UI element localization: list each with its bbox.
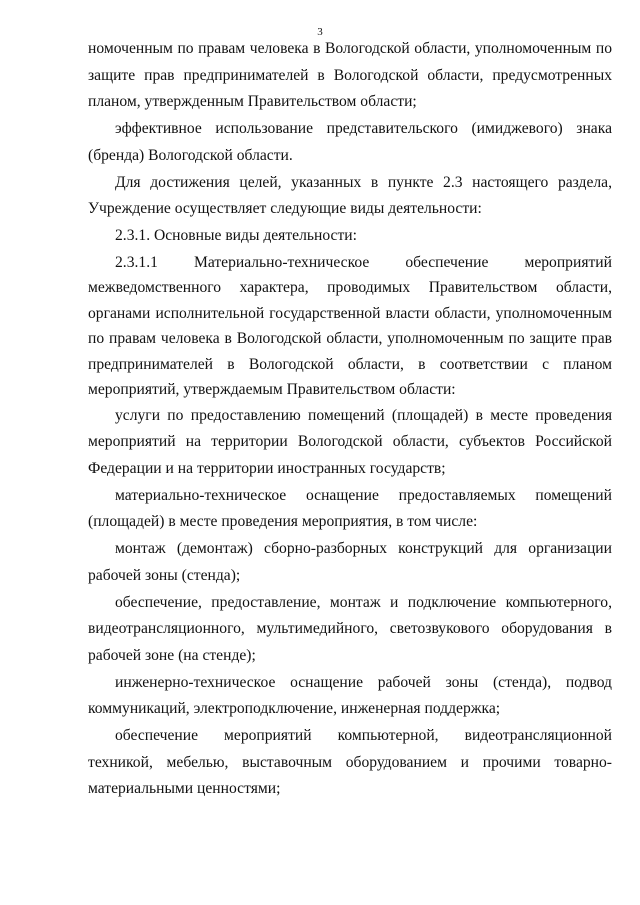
paragraph-brand: эффективное использование представительского (имиджевого) знака (бренда) Вологодской области. — [88, 120, 612, 164]
paragraph-main-activities-heading: 2.3.1. Основные виды деятельности: — [115, 226, 357, 244]
paragraph-equipment-provision: обеспечение, предоставление, монтаж и подключение компьютерного, видеотрансляционного, мультимедийного, светозвукового оборудования в рабочей зоне (на стенде); — [88, 593, 612, 664]
paragraph-event-support: обеспечение мероприятий компьютерной, видеотрансляционной техникой, мебелью, выставочным оборудованием и прочими товарно-материальными ценностями; — [88, 727, 612, 798]
page-number: 3 — [317, 26, 323, 38]
document-body — [88, 36, 612, 803]
paragraph-assembly: монтаж (демонтаж) сборно-разборных конструкций для организации рабочей зоны (стенда); — [88, 540, 612, 584]
paragraph-item-2-3-1-1: 2.3.1.1 Материально-техническое обеспечение мероприятий межведомственного характера, проводимых Правительством области, органами исполнительной государственной власти области, уполномоченным по правам человека в Вологодской области, уполномоченным по защите прав предпринимателей в Вологодской области, в соответствии с планом мероприятий, утверждаемым Правительством области: — [88, 253, 612, 399]
paragraph-technical-equipment: материально-техническое оснащение предоставляемых помещений (площадей) в месте проведения мероприятия, в том числе: — [88, 486, 612, 531]
paragraph-engineering: инженерно-техническое оснащение рабочей зоны (стенда), подвод коммуникаций, электроподключение, инженерная поддержка; — [88, 673, 612, 718]
paragraph-premises-services: услуги по предоставлению помещений (площадей) в месте проведения мероприятий на территории Вологодской области, субъектов Российской Федерации и на территории иностранных государств; — [88, 406, 612, 478]
paragraph-continuation: номоченным по правам человека в Вологодской области, уполномоченным по защите прав предпринимателей в Вологодской области, предусмотренных планом, утвержденным Правительством области; — [88, 40, 612, 111]
paragraph-activities-intro: Для достижения целей, указанных в пункте 2.3 настоящего раздела, Учреждение осуществляет следующие виды деятельности: — [88, 173, 612, 218]
